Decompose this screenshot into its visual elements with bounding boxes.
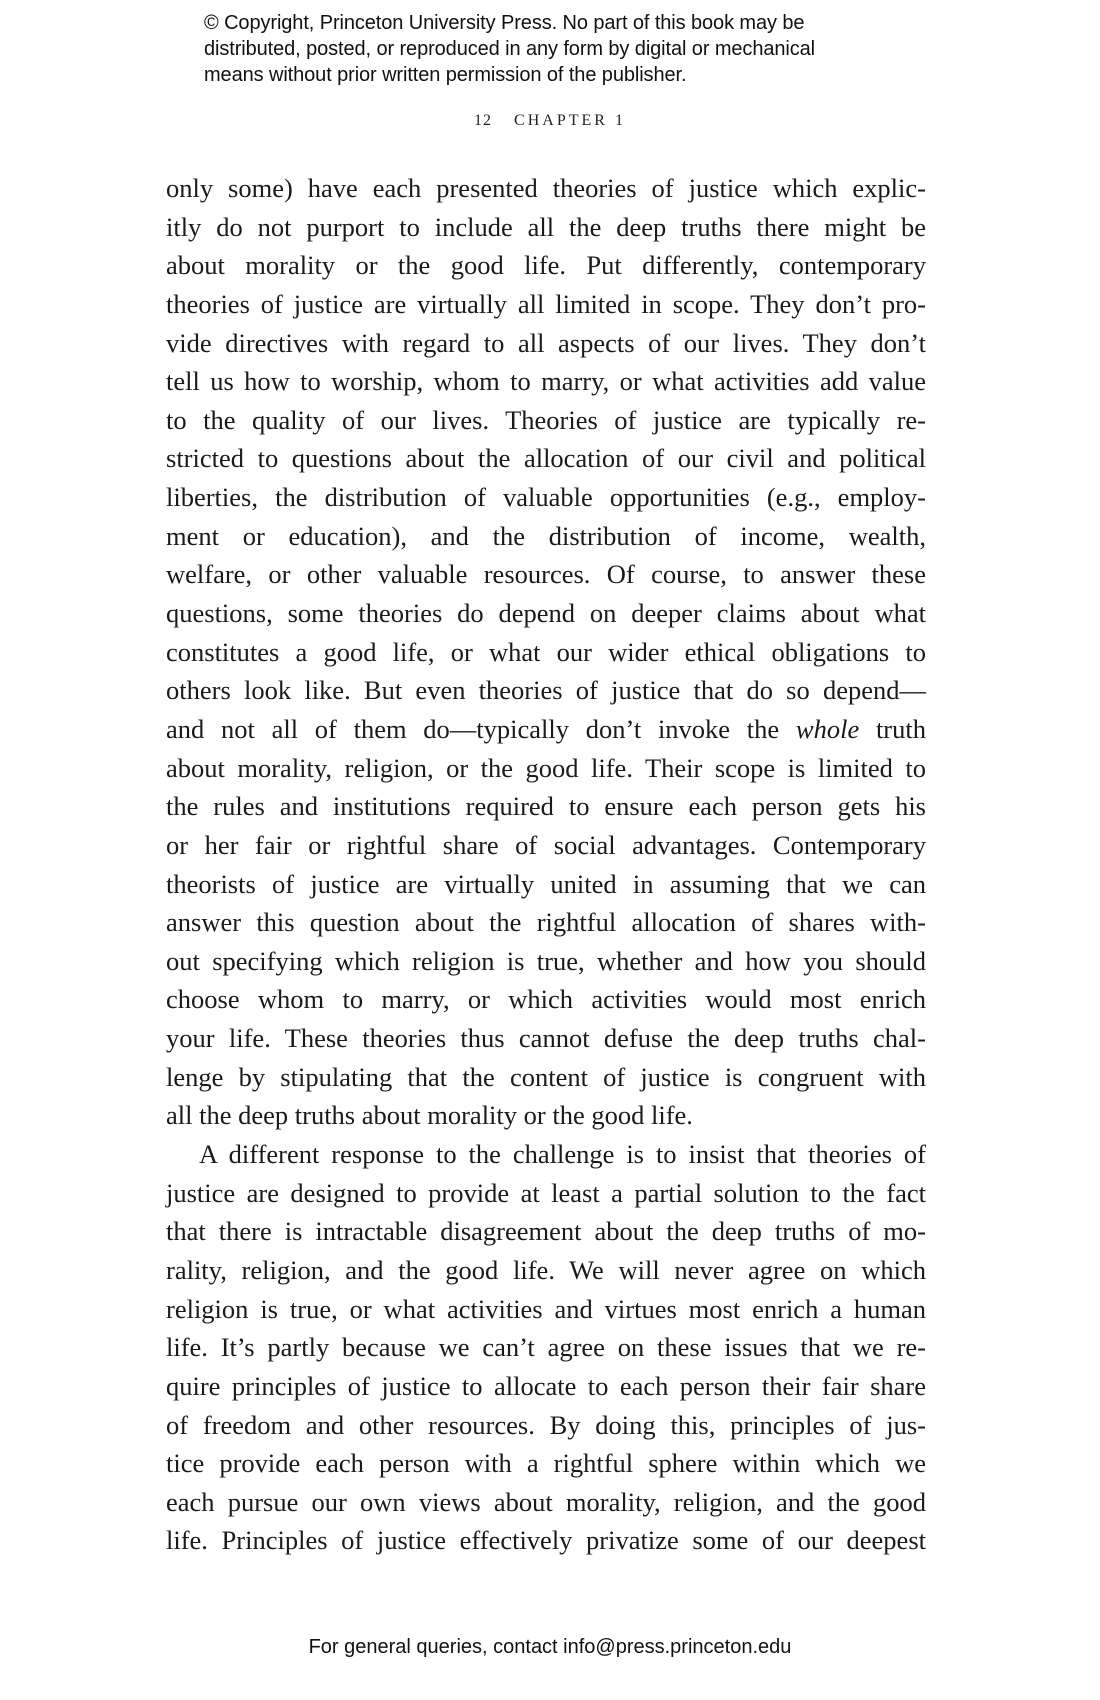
copyright-line: distributed, posted, or reproduced in any form by digital or mechanical: [204, 38, 816, 60]
text-line: tice provide each person with a rightful sphere within which we: [166, 1448, 926, 1479]
text-line: the rules and institutions required to ensure each person gets his: [166, 791, 926, 822]
text-line: quire principles of justice to allocate to each person their fair share: [166, 1370, 926, 1401]
text-line: others look like. But even theories of justice that do so depend—: [166, 675, 926, 706]
text-line: each pursue our own views about morality, religion, and the good: [166, 1486, 926, 1517]
running-head: [0, 112, 1100, 130]
text-line: religion is true, or what activities and virtues most enrich a human: [166, 1293, 926, 1324]
text-line: life. Principles of justice effectively privatize some of our deepest: [166, 1525, 926, 1556]
copyright-notice: [204, 10, 815, 88]
text-line: stricted to questions about the allocation of our civil and political: [166, 443, 926, 474]
text-line: about morality or the good life. Put differently, contemporary: [166, 250, 926, 281]
text-line: justice are designed to provide at least a partial solution to the fact: [166, 1177, 926, 1208]
page-number: 12: [474, 112, 493, 129]
text-line: your life. These theories thus cannot defuse the deep truths chal-: [166, 1023, 926, 1054]
text-line: that there is intractable disagreement about the deep truths of mo-: [166, 1216, 926, 1247]
text-line: lenge by stipulating that the content of justice is congruent with: [166, 1061, 926, 1092]
copyright-line: © Copyright, Princeton University Press. No part of this book may be: [204, 12, 805, 34]
text-line: life. It’s partly because we can’t agree on these issues that we re-: [166, 1332, 926, 1363]
footer-contact: For general queries, contact info@press.princeton.edu: [308, 1636, 792, 1658]
chapter-label: CHAPTER 1: [514, 112, 626, 129]
text-line: questions, some theories do depend on deeper claims about what: [166, 598, 926, 629]
text-line: and not all of them do—typically don’t invoke the whole truth: [166, 713, 926, 744]
text-line: vide directives with regard to all aspects of our lives. They don’t: [166, 327, 926, 358]
copyright-line: means without prior written permission of the publisher.: [204, 64, 687, 86]
text-line: to the quality of our lives. Theories of justice are typically re-: [166, 404, 926, 435]
text-line: tell us how to worship, whom to marry, or what activities add value: [166, 366, 926, 397]
text-line: A different response to the challenge is to insist that theories of: [199, 1139, 926, 1170]
text-line: choose whom to marry, or which activities would most enrich: [166, 984, 926, 1015]
text-line: ment or education), and the distribution of income, wealth,: [166, 520, 926, 551]
text-line: rality, religion, and the good life. We will never agree on which: [166, 1254, 926, 1285]
text-line: theories of justice are virtually all limited in scope. They don’t pro-: [166, 288, 926, 319]
text-line: all the deep truths about morality or the good life.: [166, 1100, 693, 1131]
body-text: [166, 169, 926, 1560]
text-line: answer this question about the rightful allocation of shares with-: [166, 907, 926, 938]
text-line: theorists of justice are virtually united in assuming that we can: [166, 868, 926, 899]
text-line: itly do not purport to include all the deep truths there might be: [166, 211, 926, 242]
text-line: of freedom and other resources. By doing this, principles of jus-: [166, 1409, 926, 1440]
text-line: or her fair or rightful share of social advantages. Contemporary: [166, 829, 926, 860]
text-line: out specifying which religion is true, whether and how you should: [166, 945, 926, 976]
text-line: constitutes a good life, or what our wider ethical obligations to: [166, 636, 926, 667]
text-line: only some) have each presented theories of justice which explic-: [166, 173, 926, 203]
italic-word: whole: [795, 713, 860, 744]
text-line: welfare, or other valuable resources. Of course, to answer these: [166, 559, 926, 590]
text-line: about morality, religion, or the good life. Their scope is limited to: [166, 752, 926, 783]
text-line: liberties, the distribution of valuable opportunities (e.g., employ-: [166, 482, 926, 513]
